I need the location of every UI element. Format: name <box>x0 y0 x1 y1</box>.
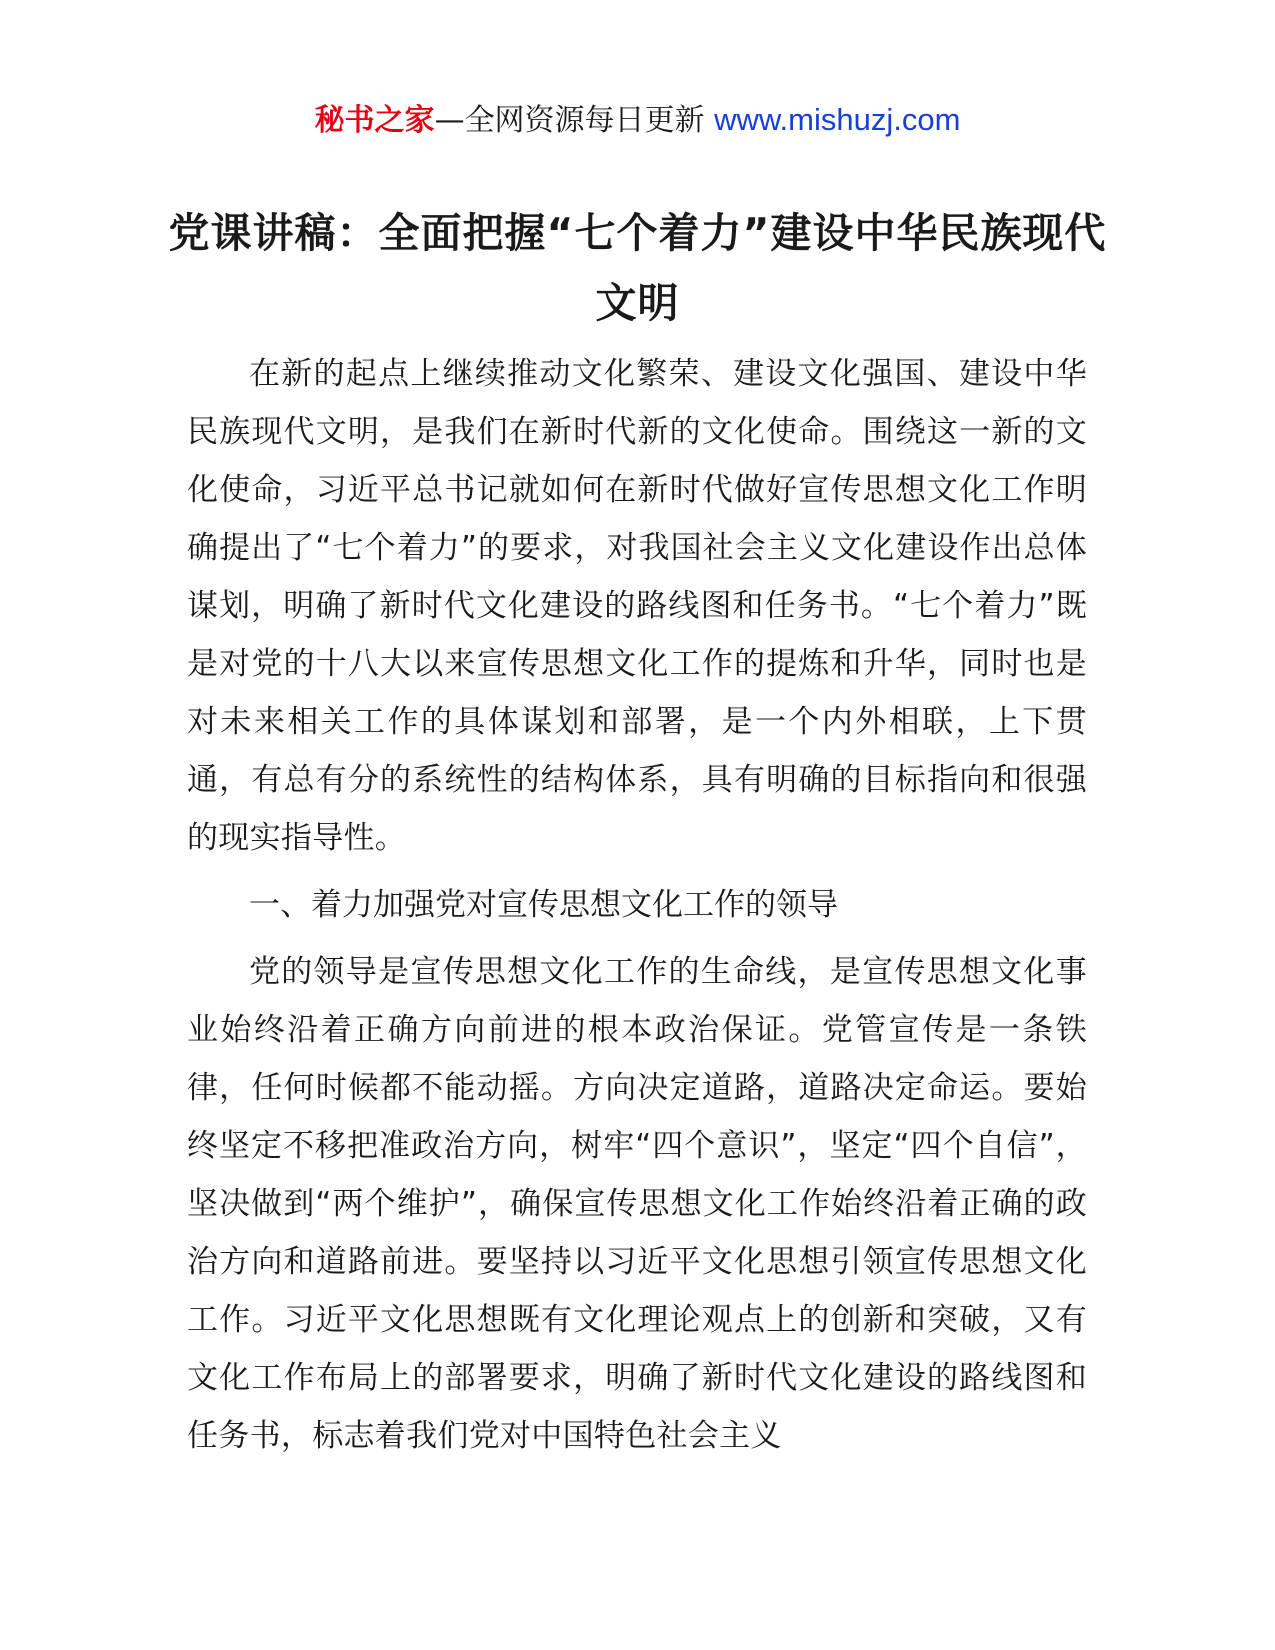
section-1-paragraph: 党的领导是宣传思想文化工作的生命线，是宣传思想文化事业始终沿着正确方向前进的根本政治保证。党管宣传是一条铁律，任何时候都不能动摇。方向决定道路，道路决定命运。要始终坚定不移把准政治方向，树牢“四个意识”，坚定“四个自信”，坚决做到“两个维护”，确保宣传思想文化工作始终沿着正确的政治方向和道路前进。要坚持以习近平文化思想引领宣传思想文化工作。习近平文化思想既有文化理论观点上的创新和突破，又有文化工作布局上的部署要求，明确了新时代文化建设的路线图和任务书，标志着我们党对中国特色社会主义 <box>187 954 1087 1454</box>
site-tagline: —全网资源每日更新 <box>434 103 705 138</box>
intro-paragraph: 在新的起点上继续推动文化繁荣、建设文化强国、建设中华民族现代文明，是我们在新时代新的文化使命。围绕这一新的文化使命，习近平总书记就如何在新时代做好宣传思想文化工作明确提出了“七个着力”的要求，对我国社会主义文化建设作出总体谋划，明确了新时代文化建设的路线图和任务书。“七个着力”既是对党的十八大以来宣传思想文化工作的提炼和升华，同时也是对未来相关工作的具体谋划和部署，是一个内外相联，上下贯通，有总有分的系统性的结构体系，具有明确的目标指向和很强的现实指导性。 <box>187 356 1087 856</box>
document-title: 党课讲稿：全面把握“七个着力”建设中华民族现代文明 <box>168 209 1107 327</box>
document-body <box>187 345 1087 1465</box>
site-url-link[interactable]: www.mishuzj.com <box>714 102 961 137</box>
site-brand: 秘书之家 <box>314 103 435 138</box>
section-1-heading: 一、着力加强党对宣传思想文化工作的领导 <box>249 887 838 923</box>
site-header <box>0 98 1275 143</box>
